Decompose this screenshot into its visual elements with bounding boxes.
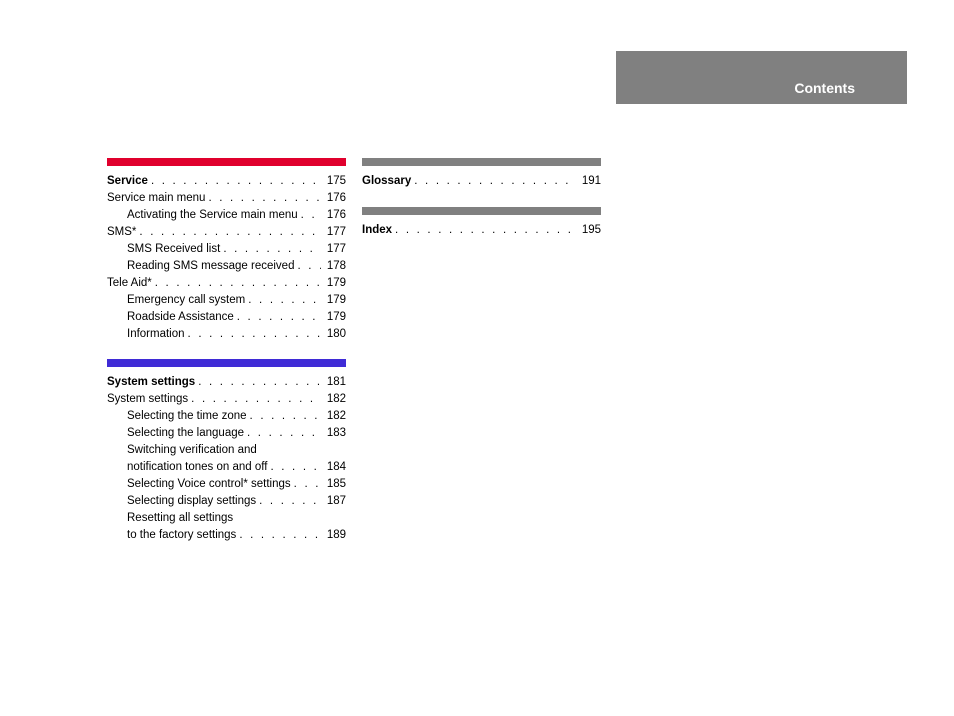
toc-entry-glossary[interactable]: Glossary . . . 191 xyxy=(362,173,601,190)
toc-entry-language[interactable]: Selecting the language . . . 183 xyxy=(107,425,346,442)
service-section xyxy=(107,158,346,343)
index-section xyxy=(362,207,601,239)
toc-entry-display-settings[interactable]: Selecting display settings . . . 187 xyxy=(107,493,346,510)
page-title: Contents xyxy=(794,80,855,96)
toc-entry-sms-received-list[interactable]: SMS Received list . . . 177 xyxy=(107,241,346,258)
toc-entry-roadside-assistance[interactable]: Roadside Assistance . . . 179 xyxy=(107,309,346,326)
toc-entry-information[interactable]: Information . . . 180 xyxy=(107,326,346,343)
toc-entry-system-settings[interactable]: System settings . . . 182 xyxy=(107,391,346,408)
toc-entry-factory-settings[interactable]: to the factory settings . . . 189 xyxy=(107,527,346,544)
toc-entry-tele-aid[interactable]: Tele Aid* . . . 179 xyxy=(107,275,346,292)
header-banner xyxy=(616,51,907,104)
system-color-bar xyxy=(107,359,346,367)
toc-entry-reading-sms[interactable]: Reading SMS message received . . . 178 xyxy=(107,258,346,275)
toc-entry-emergency-call[interactable]: Emergency call system . . . 179 xyxy=(107,292,346,309)
toc-entry-notification-tones[interactable]: notification tones on and off . . . 184 xyxy=(107,459,346,476)
toc-entry-service[interactable]: Service . . . 175 xyxy=(107,173,346,190)
toc-entry-service-main-menu[interactable]: Service main menu . . . 176 xyxy=(107,190,346,207)
toc-entry-verification-line1[interactable]: Switching verification and xyxy=(127,444,257,456)
glossary-color-bar xyxy=(362,158,601,166)
toc-entry-voice-control[interactable]: Selecting Voice control* settings . . . 185 xyxy=(107,476,346,493)
toc-entry-resetting-line1[interactable]: Resetting all settings xyxy=(127,512,234,524)
toc-entry-activating-service-menu[interactable]: Activating the Service main menu . . . 176 xyxy=(107,207,346,224)
index-color-bar xyxy=(362,207,601,215)
glossary-section xyxy=(362,158,601,190)
toc-entry-system-settings-heading[interactable]: System settings . . . 181 xyxy=(107,374,346,391)
service-color-bar xyxy=(107,158,346,166)
toc-entry-time-zone[interactable]: Selecting the time zone . . . 182 xyxy=(107,408,346,425)
toc-entry-index[interactable]: Index . . . 195 xyxy=(362,222,601,239)
system-section xyxy=(107,359,346,544)
toc-entry-sms[interactable]: SMS* . . . 177 xyxy=(107,224,346,241)
